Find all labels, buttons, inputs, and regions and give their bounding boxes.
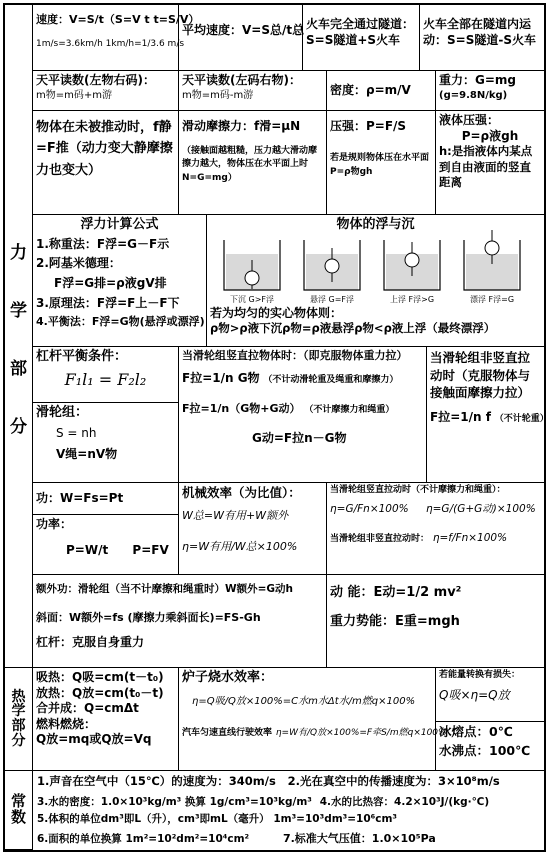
constant-7: 7.标准大气压值：1.0×10⁵Pa: [282, 831, 436, 845]
float-sink-rule: ρ物>ρ液下沉ρ物=ρ液悬浮ρ物<ρ液上浮（最终漂浮）: [210, 321, 496, 336]
sliding-friction-cell: [179, 111, 327, 215]
sliding-friction-note: （接触面越粗糙，压力越大滑动摩擦力越大，物体压在水平面上时 N=G=mg）: [182, 145, 318, 183]
sliding-friction-formula: 滑动摩擦力：f滑=μN: [182, 119, 301, 133]
balance-right-formula: m物=m码-m游: [182, 89, 254, 101]
constants-row: [37, 831, 540, 847]
power-formulas: [36, 543, 175, 559]
avg-speed-cell: [179, 5, 303, 71]
car-title: 汽车匀速直线行驶效率: [182, 727, 273, 738]
thermal-side-label: [5, 668, 33, 771]
static-friction-cell: [33, 111, 179, 215]
lever-formula: F₁l₁ = F₂l₂: [64, 369, 147, 389]
efficiency-eta: η=W有用/W总×100%: [182, 539, 298, 553]
constants-char: 数: [10, 808, 26, 826]
buoyancy-item: 3.原理法：F浮=F上－F下: [36, 295, 180, 310]
buoyancy-item: F浮=G排=ρ液gV排: [54, 276, 167, 291]
heat-cell: [33, 668, 179, 771]
object-ball: [245, 271, 259, 285]
constant-5: 5.体积的单位dm³即L（升），cm³即mL（毫升） 1m³=10³dm³=10⁶cm³: [37, 813, 398, 826]
constants-char: 常: [10, 792, 26, 811]
train-pass-cell: [303, 5, 420, 71]
pulley-horizontal-line: [430, 409, 549, 426]
object-ball: [325, 259, 339, 273]
train-pass-text: 火车完全通过隧道：S=S隧道+S火车: [306, 17, 415, 47]
constant-4: 4.水的比热容：4.2×10³J/(kg·℃): [319, 795, 490, 808]
object-ball: [485, 241, 499, 255]
efficiency-title: 机械效率（为比值）：: [182, 485, 301, 500]
static-friction-text: 物体在未被推动时，f静=F推（动力变大静摩擦力也变大）: [36, 120, 173, 178]
beaker-label: 悬浮 G=F浮: [309, 294, 355, 304]
beaker-label: 上浮 F浮>G: [389, 294, 435, 304]
liquid-pressure-note: h:是指液体内某点到自由液面的竖直距离: [439, 144, 533, 190]
car-formula: η=W有/Q放×100%=F牵S/m燃q×100%: [275, 727, 447, 738]
constants-cell: [33, 771, 544, 850]
pulley-horizontal-note: （不计轮重）: [494, 413, 549, 424]
eff-pulley-vertical-f1: η=G/Fn×100%: [330, 502, 409, 515]
gravity-cell: [436, 71, 544, 111]
pressure-formula: 压强：P=F/S: [330, 119, 407, 133]
mechanics-char: 部: [10, 359, 27, 380]
pulley-horizontal-formula: F拉=1/n f: [430, 409, 491, 424]
pulley-horizontal-title: 当滑轮组非竖直拉动时（克服物体与接触面摩擦力拉）: [430, 350, 531, 400]
constants-row: [37, 794, 540, 810]
extra-work-cell: [33, 575, 327, 668]
mechanics-side-label: [5, 5, 33, 668]
power-formula-2: P=FV: [132, 542, 169, 557]
pulley-vertical-title: 当滑轮组竖直拉物体时：（即克服物体重力拉）: [182, 349, 408, 362]
lever-cell: [33, 347, 179, 403]
energy-loss-title: 若能量转换有损失：: [439, 670, 521, 680]
power-formula-1: P=W/t: [66, 542, 109, 557]
constants-side-label: [5, 771, 33, 850]
power-cell: [33, 515, 179, 575]
buoyancy-item: 1.称重法：F浮=G－F示: [36, 236, 170, 251]
mechanics-char: 力: [10, 243, 27, 264]
balance-left-cell: [33, 71, 179, 111]
energy-loss-formula: Q吸×η=Q放: [439, 687, 510, 702]
float-sink-diagram: [210, 234, 540, 306]
constant-2: 2.光在真空中的传播速度为：3×10⁸m/s: [287, 774, 500, 788]
buoyancy-title: 浮力计算公式: [80, 217, 159, 232]
pulley-vertical-f2: [182, 401, 423, 417]
constant-1: 1.声音在空气中（15℃）的速度为：340m/s: [37, 774, 276, 788]
pressure-note: 若是规则物体压在水平面P=ρ物gh: [330, 152, 430, 177]
eff-pulley-horizontal-title: 当滑轮组非竖直拉动时：: [330, 534, 430, 545]
speed-formula: 速度：V=S/t（S=V t t=S/V）: [36, 13, 200, 26]
balance-left-title: 天平读数(左物右码)：: [36, 73, 155, 87]
work-formula: 功：W=Fs=Pt: [36, 491, 124, 505]
constant-3: 3.水的密度：1.0×10³kg/m³ 换算 1g/cm³=10³kg/m³: [37, 795, 312, 808]
thermal-char: 学: [11, 703, 26, 720]
eff-pulley-horizontal-formula: η=f/Fn×100%: [432, 532, 508, 545]
efficiency-cell: [179, 483, 327, 575]
boiler-cell: [179, 668, 447, 771]
formula-sheet: [3, 3, 549, 852]
energy-potential: 重力势能：E重=mgh: [330, 613, 460, 629]
boiler-formula: η=Q吸/Q放×100%=C水m水Δt水/m燃q×100%: [192, 695, 416, 707]
liquid-pressure-formula: P=ρ液gh: [461, 128, 519, 143]
water-point: 水沸点：100℃: [439, 743, 531, 759]
beaker-label: 漂浮 F浮=G: [469, 294, 515, 304]
balance-left-formula: m物=m码+m游: [36, 89, 112, 101]
extra-work-lever: 杠杆：克服自身重力: [36, 634, 145, 649]
pulley-group-v: V绳=nV物: [56, 447, 118, 462]
thermal-char: 热: [11, 688, 26, 705]
speed-cell: [33, 5, 200, 71]
liquid-pressure-cell: [436, 111, 544, 215]
boiler-title: 炉子烧水效率：: [182, 670, 274, 685]
beaker-2: [304, 240, 360, 304]
pressure-cell: [327, 111, 436, 215]
gravity-formula: 重力：G=mg: [439, 73, 516, 87]
pulley-f1-note: （不计动滑轮重及绳重和摩擦力）: [263, 375, 399, 386]
beaker-4: [464, 230, 520, 304]
heat-combined: 合并成：Q=cmΔt: [36, 701, 139, 716]
pulley-horizontal-cell: [427, 347, 549, 483]
work-cell: [33, 483, 179, 515]
pulley-group-title: 滑轮组：: [36, 405, 89, 420]
train-inside-cell: [420, 5, 544, 71]
pulley-f2-note: （不计摩擦力和绳重）: [304, 404, 395, 415]
balance-right-title: 天平读数(左码右物)：: [182, 73, 301, 87]
beaker-3: [384, 240, 440, 304]
pulley-f2-formula: F拉=1/n（G物+G动）: [182, 401, 301, 415]
ice-point: 冰熔点：0℃: [439, 724, 513, 739]
buoyancy-item: 2.阿基米德理：: [36, 256, 121, 271]
gravity-note: (g=9.8N/kg): [439, 89, 508, 101]
buoyancy-item: 4.平衡法：F浮=G物(悬浮或漂浮): [36, 315, 205, 329]
thermal-char: 分: [11, 732, 26, 749]
avg-speed-formula: 平均速度：V=S总/t总: [182, 23, 305, 37]
efficiency-total: W总=W有用+W额外: [182, 509, 289, 523]
pulley-vertical-f1: [182, 371, 423, 387]
pulley-vertical-cell: [179, 347, 427, 483]
heat-fuel-title: 燃料燃烧：: [36, 716, 97, 731]
eff-pulley-vertical-title: 当滑轮组竖直拉动时（不计摩擦力和绳重）：: [330, 485, 506, 495]
train-inside-text: 火车全部在隧道内运动：S=S隧道-S火车: [423, 17, 536, 47]
float-sink-cell: [207, 215, 544, 347]
balance-right-cell: [179, 71, 327, 111]
speed-units: 1m/s=3.6km/h 1km/h=1/3.6 m/s: [36, 39, 185, 50]
eff-pulley-cell: [327, 483, 544, 575]
heat-fuel: Q放=mq或Q放=Vq: [36, 732, 152, 747]
pulley-group-cell: [33, 403, 179, 483]
float-sink-subtitle: 若为均匀的实心物体则：: [210, 305, 343, 320]
mechanics-char: 学: [10, 301, 27, 322]
buoyancy-cell: [33, 215, 207, 347]
liquid-pressure-title: 液体压强：: [439, 113, 500, 127]
points-cell: [436, 722, 544, 771]
car-line: [182, 724, 447, 740]
beaker-label: 下沉 G>F浮: [229, 294, 275, 304]
energy-kinetic: 动 能：E动=1/2 mv²: [330, 585, 462, 600]
eff-pulley-horizontal: [330, 530, 541, 546]
mechanics-char: 分: [10, 417, 27, 438]
power-title: 功率：: [36, 517, 73, 531]
energy-loss-cell: [436, 668, 544, 722]
float-sink-title: 物体的浮与沉: [336, 217, 415, 232]
density-cell: [327, 71, 436, 111]
beaker-1: [224, 240, 280, 304]
thermal-char: 部: [11, 718, 26, 734]
heat-absorb: 吸热：Q吸=cm(t－t₀): [36, 670, 164, 684]
heat-release: 放热：Q放=cm(t₀－t): [36, 685, 164, 700]
object-ball: [405, 253, 419, 267]
extra-work-pulley: 额外功：滑轮组（当不计摩擦和绳重时）W额外=G动h: [36, 583, 293, 595]
constant-6: 6.面积的单位换算 1m²=10²dm²=10⁴cm²: [37, 832, 250, 845]
eff-pulley-vertical-f2: η=G/(G+G动)×100%: [425, 502, 536, 515]
pulley-vertical-f3: G动=F拉n－G物: [252, 430, 347, 445]
eff-pulley-vertical-formulas: [330, 503, 541, 517]
constants-row: [37, 774, 540, 790]
pulley-group-s: S = nh: [56, 425, 97, 440]
pulley-f1-formula: F拉=1/n G物: [182, 371, 260, 386]
extra-work-incline: 斜面：W额外=fs (摩擦力乘斜面长)=FS-Gh: [36, 610, 261, 624]
energy-cell: [327, 575, 544, 668]
lever-title: 杠杆平衡条件：: [36, 349, 128, 364]
density-formula: 密度：ρ=m/V: [330, 83, 411, 97]
